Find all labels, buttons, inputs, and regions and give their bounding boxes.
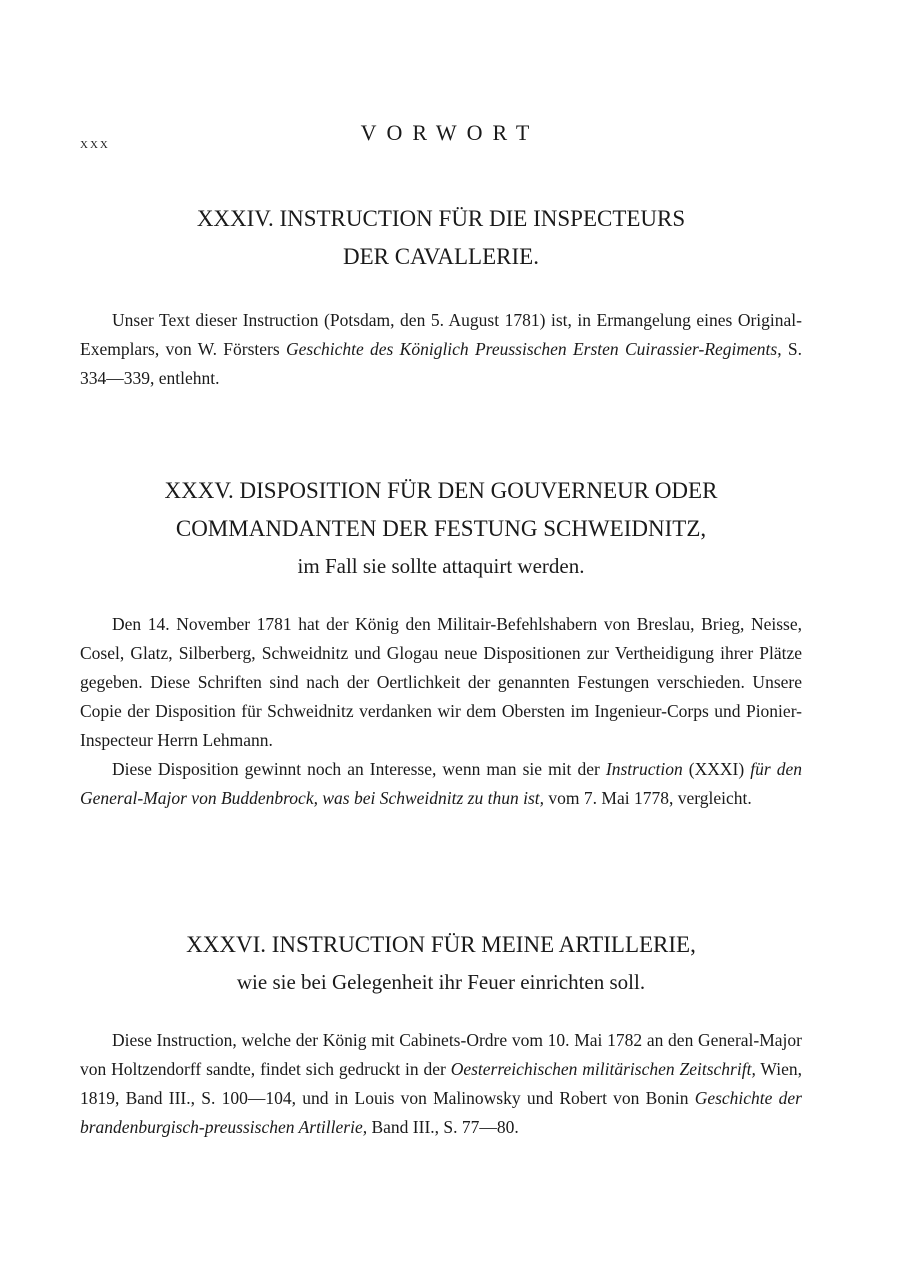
section-heading: COMMANDANTEN DER FESTUNG SCHWEIDNITZ, [175,516,707,541]
document-title: für den General-Major von Buddenbrock, was bei Schweidnitz zu thun ist, [80,759,802,808]
paragraph [80,1026,802,1142]
text-run: (XXXI) [682,759,751,779]
paragraph: Den 14. November 1781 hat der König den Militair-Befehlshabern von Breslau, Brieg, Neisse, Cosel, Glatz, Silberberg, Schweidnitz und Glogau neue Dispositionen zur Vertheidigung ihrer Plätze gegeben. Diese Schriften sind nach der Oertlichkeit der genannten Festungen verschieden. Unsere Copie der Disposition für Schweidnitz verdanken wir dem Obersten im Ingenieur-Corps und Pionier-Inspecteur Herrn Lehmann. [80,614,802,750]
text-run: Unser Text dieser Instruction (Potsdam, den 5. August 1781) ist, in Ermangelung eines Original-Exemplars, von W. Försters [80,310,802,359]
paragraph [80,755,802,813]
document-title: Instruction [605,759,683,779]
book-title: Geschichte des Königlich Preussischen Ersten Cuirassier-Regiments [286,339,778,359]
text-run: Band III., S. 77—80. [367,1117,519,1137]
paragraph [80,306,802,393]
running-title: VORWORT [360,120,540,145]
text-run: Diese Instruction, welche der König mit Cabinets-Ordre vom 10. Mai 1782 an den General-Major von Holtzendorff sandte, findet sich gedruckt in der [80,1030,802,1079]
section-heading: XXXVI. INSTRUCTION FÜR MEINE ARTILLERIE, [186,932,696,957]
book-title: Geschichte der brandenburgisch-preussischen Artillerie, [80,1088,802,1137]
section-heading: XXXV. DISPOSITION FÜR DEN GOUVERNEUR ODER [164,478,718,503]
section-subheading: wie sie bei Gelegenheit ihr Feuer einrichten soll. [236,970,646,994]
section-xxxiv [80,200,802,393]
section-subheading: im Fall sie sollte attaquirt werden. [297,554,585,578]
section-xxxv [80,472,802,813]
journal-title: Oesterreichischen militärischen Zeitschrift, [450,1059,756,1079]
section-xxxvi [80,926,802,1142]
page-number: xxx [80,136,110,152]
text-run: Wien, 1819, Band III., S. 100—104, und in Louis von Malinowsky und Robert von Bonin [80,1059,802,1108]
text-run: vom 7. Mai 1778, vergleicht. [544,788,752,808]
section-heading: XXXIV. INSTRUCTION FÜR DIE INSPECTEURS [196,206,686,231]
text-run: , S. 334—339, entlehnt. [80,339,803,388]
text-run: Diese Disposition gewinnt noch an Interesse, wenn man sie mit der [112,759,606,779]
section-heading: DER CAVALLERIE. [343,244,539,269]
